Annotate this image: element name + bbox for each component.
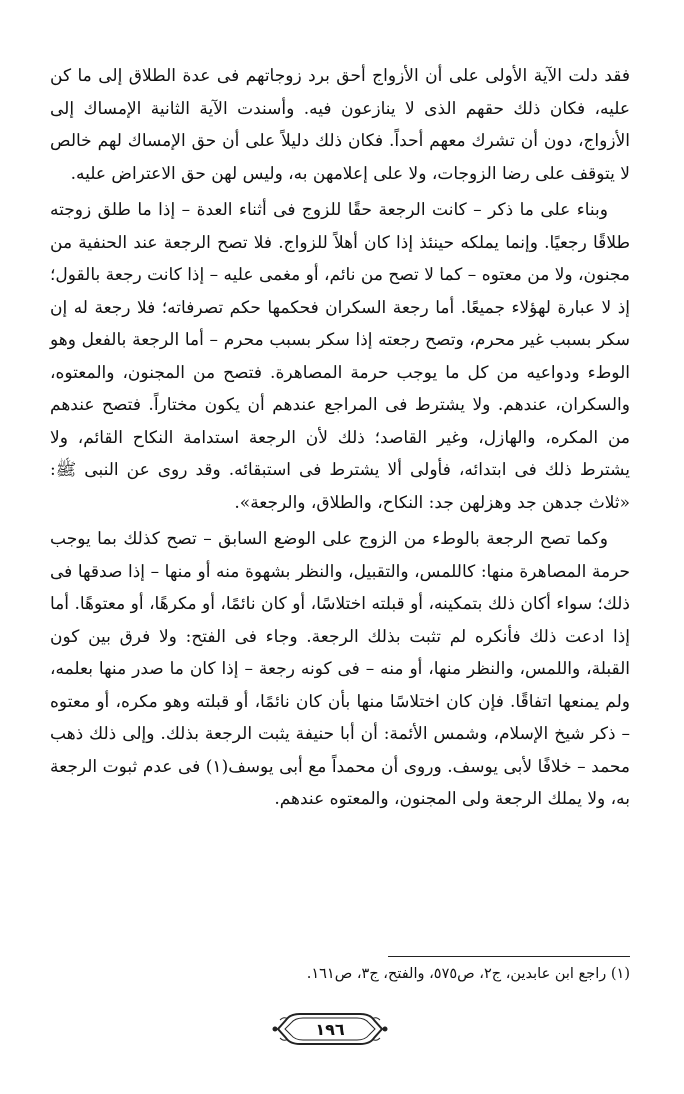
- paragraph-3: وكما تصح الرجعة بالوطء من الزوج على الوضع السابق – تصح كذلك بما يوجب حرمة المصاهرة منها: كاللمس، والتقبيل، والنظر بشهوة منه أو منها – إذا صدقها فى ذلك؛ سواء أكان ذلك بتمكينه، أو قبلته اختلاسًا، أو كان نائمًا، أو مكرهًا، أو معتوهًا. أما إذا ادعت ذلك فأنكره لم تثبت بذلك الرجعة. وجاء فى الفتح: ولا فرق بين كون القبلة، واللمس، والنظر منها، أو منه – فى كونه رجعة – إذا كان ما صدر منها بعلمه، ولم يمنعها اتفاقًا. فإن كان اختلاسًا منها بأن كان نائمًا، أو قبلته وهو مكره، أو معتوه – ذكر شيخ الإسلام، وشمس الأئمة: أن أبا حنيفة يثبت الرجعة بذلك. وإلى ذلك ذهب محمد – خلافًا لأبى يوسف. وروى أن محمداً مع أبى يوسف(١) فى عدم ثبوت الرجعة به، ولا يملك الرجعة ولى المجنون، والمعتوه عندهم.: [50, 529, 631, 809]
- paragraph-2: وبناء على ما ذكر – كانت الرجعة حقًا للزوج فى أثناء العدة – إذا ما طلق زوجته طلاقًا رجعيًا. وإنما يملكه حينئذ إذا كان أهلاً للزواج. فلا تصح الرجعة عند الحنفية من مجنون، ولا من معتوه – كما لا تصح من نائم، أو مغمى عليه – إذا كانت رجعة بالقول؛ إذ لا عبارة لهؤلاء جميعًا. أما رجعة السكران فحكمها حكم تصرفاته؛ فلا رجعة له إن سكر بسبب غير محرم، وتصح رجعته إذا سكر بسبب محرم – أما الرجعة بالفعل وهو الوطء ودواعيه من كل ما يوجب حرمة المصاهرة. فتصح من المجنون، والمعتوه، والسكران، عندهم. ولا يشترط فى المراجع عندهم أن يكون مختاراً. فتصح عندهم من المكره، والهازل، وغير القاصد؛ ذلك لأن الرجعة استدامة النكاح القائم، ولا يشترط ذلك فى ابتدائه، فأولى ألا يشترط فى استبقائه. وقد روى عن النبى ﷺ: «ثلاث جدهن جد وهزلهن جد: النكاح، والطلاق، والرجعة».: [50, 200, 630, 513]
- page-number-ornament: [270, 1010, 390, 1048]
- main-text: [50, 60, 630, 816]
- page-number: ١٩٦: [315, 1019, 345, 1039]
- footnote-divider: [388, 956, 630, 957]
- paragraph-1: فقد دلت الآية الأولى على أن الأزواج أحق برد زوجاتهم فى عدة الطلاق إلى ما كن عليه، فكان ذلك حقهم الذى لا ينازعون فيه. وأسندت الآية الثانية الإمساك إلى الأزواج، دون أن تشرك معهم أحداً. فكان ذلك دليلاً على أن حق الإمساك لهم خالص لا يتوقف على رضا الزوجات، ولا على إعلامهن به، وليس لهن حق الاعتراض عليه.: [50, 66, 630, 184]
- footnote: (١) راجع ابن عابدين، ج٢، ص٥٧٥، والفتح، ج٣، ص١٦١.: [306, 966, 630, 982]
